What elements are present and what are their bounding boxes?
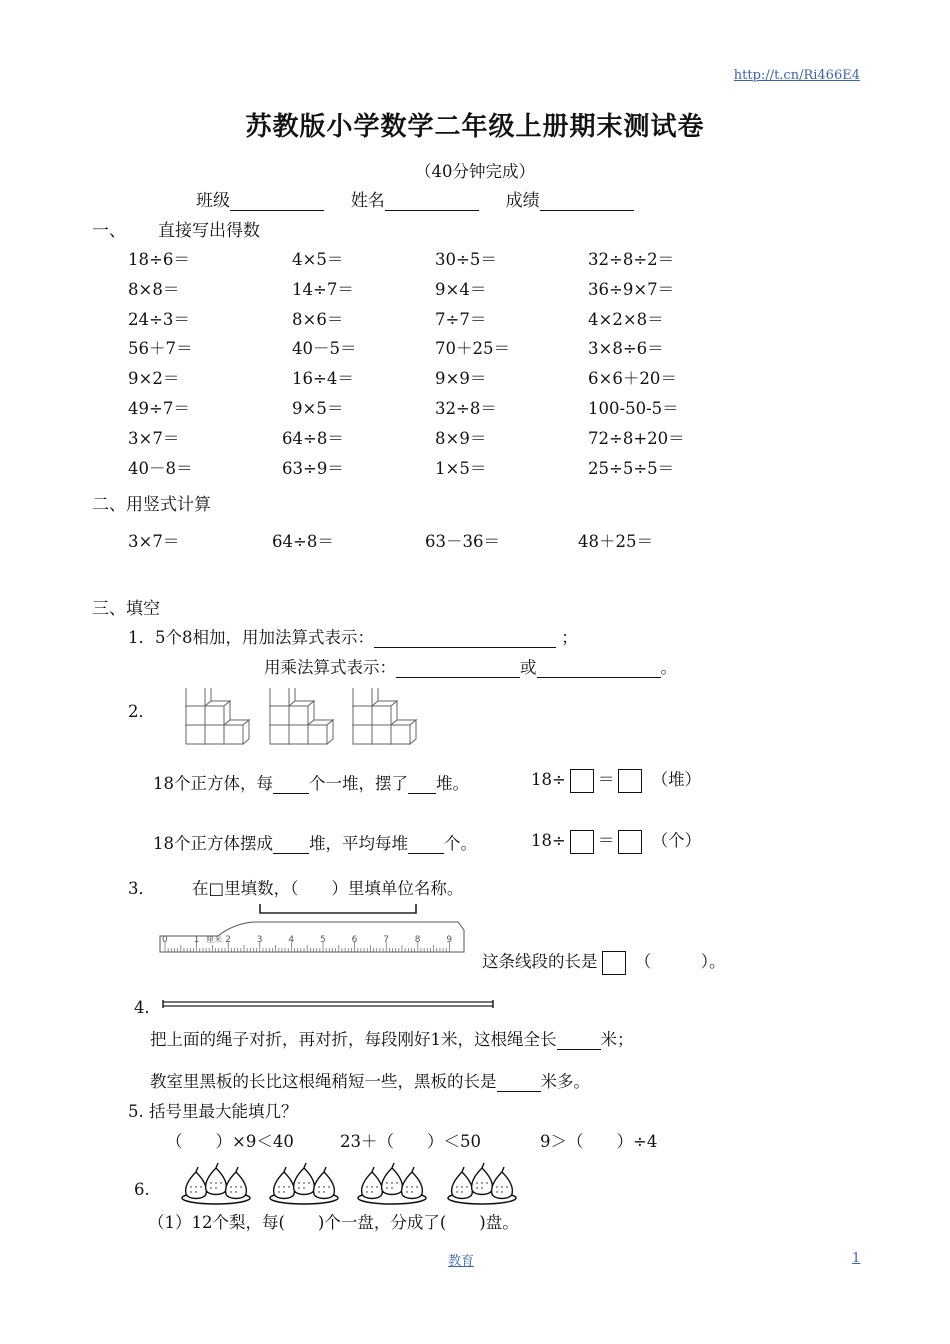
rope-svg bbox=[160, 997, 496, 1011]
math-problem: 64÷8＝ bbox=[282, 428, 344, 448]
answer-box[interactable] bbox=[570, 769, 594, 793]
q1-multiplication-label: 用乘法算式表示： bbox=[264, 658, 396, 677]
score-field[interactable] bbox=[540, 192, 634, 211]
q1-mult-blank-2[interactable] bbox=[537, 659, 661, 678]
math-problem: 100-50-5＝ bbox=[588, 399, 679, 418]
math-problem: 1×5＝ bbox=[435, 458, 487, 478]
q2-line2-text-c: 个。 bbox=[444, 834, 477, 853]
vertical-calc-item: 63－36＝ bbox=[425, 532, 500, 551]
cube-stack-figure bbox=[184, 688, 424, 748]
ruler-tick-label: 2 bbox=[225, 935, 231, 945]
q4-blank-2[interactable] bbox=[497, 1073, 541, 1092]
section3-heading: 三、填空 bbox=[92, 599, 160, 619]
answer-box[interactable] bbox=[602, 951, 626, 975]
q3-answer bbox=[482, 948, 726, 975]
math-problem: 4×2×8＝ bbox=[588, 309, 664, 329]
math-problem: 6×6＋20＝ bbox=[588, 369, 677, 389]
math-problem: 40－8＝ bbox=[128, 458, 193, 478]
class-label: 班级 bbox=[196, 191, 230, 211]
q2-line2-unit: （个） bbox=[651, 831, 702, 850]
q2-line2-text-b: 堆，平均每堆 bbox=[309, 834, 408, 853]
answer-box[interactable] bbox=[570, 830, 594, 854]
q1-addition bbox=[128, 624, 578, 648]
math-problem: 32÷8÷2＝ bbox=[588, 250, 675, 269]
math-problem: 63÷9＝ bbox=[282, 458, 344, 478]
q5-item[interactable]: （ ）×9＜40 bbox=[166, 1132, 294, 1151]
q2-line1-blank-2[interactable] bbox=[408, 775, 436, 794]
equals-sign: ＝ bbox=[597, 831, 615, 850]
math-problem: 72÷8+20＝ bbox=[588, 428, 685, 448]
math-problem: 36÷9×7＝ bbox=[588, 279, 675, 299]
q3-text: 在□里填数，（ ）里填单位名称。 bbox=[192, 879, 464, 898]
q2-line1-blank-1[interactable] bbox=[273, 775, 309, 794]
math-problem: 49÷7＝ bbox=[128, 399, 190, 418]
q1-mult-blank-1[interactable] bbox=[396, 659, 520, 678]
q2-line1-eq-text: 18÷ bbox=[531, 770, 566, 789]
info-line bbox=[196, 186, 634, 211]
q1-addition-end: ； bbox=[561, 628, 578, 647]
math-problem: 40－5＝ bbox=[292, 339, 357, 359]
math-problem: 7÷7＝ bbox=[435, 309, 487, 329]
ruler-svg bbox=[158, 902, 468, 956]
q4-number: 4． bbox=[134, 998, 161, 1017]
vertical-calc-item: 64÷8＝ bbox=[272, 532, 334, 551]
q1-addition-label: 1．5个8相加，用加法算式表示： bbox=[128, 628, 374, 647]
q2-line2-blank-1[interactable] bbox=[273, 835, 309, 854]
rope-figure bbox=[160, 996, 496, 1015]
cube-stacks-svg bbox=[184, 688, 424, 748]
math-problem: 9×2＝ bbox=[128, 369, 180, 389]
q4-blank-1[interactable] bbox=[557, 1031, 601, 1050]
ruler-tick-label: 1 bbox=[193, 935, 200, 945]
math-problem: 3×8÷6＝ bbox=[588, 339, 664, 359]
math-problem: 14÷7＝ bbox=[292, 279, 354, 299]
vertical-calc-item: 3×7＝ bbox=[128, 532, 180, 551]
math-problem: 9×9＝ bbox=[435, 369, 487, 389]
q2-line2-equation bbox=[531, 827, 701, 854]
math-problem: 56＋7＝ bbox=[128, 339, 193, 359]
q2-line1-text-a: 18个正方体，每 bbox=[153, 774, 273, 793]
pear-plates-figure bbox=[180, 1160, 530, 1210]
section1-heading: 直接写出得数 bbox=[158, 221, 260, 241]
score-label: 成绩 bbox=[505, 191, 540, 211]
math-problem: 4×5＝ bbox=[292, 250, 344, 269]
q3-answer-text: 这条线段的长是 bbox=[482, 952, 598, 971]
q4-line1-text: 把上面的绳子对折，再对折，每段刚好1米，这根绳全长 bbox=[150, 1030, 557, 1049]
footer-center-link[interactable]: 教育 bbox=[448, 1254, 475, 1269]
q6-line1: （1）12个梨，每( )个一盘，分成了( )盘。 bbox=[148, 1213, 519, 1232]
q2-line1-equation bbox=[531, 766, 701, 793]
ruler-tick-label: 7 bbox=[383, 935, 389, 945]
q2-line1-unit: （堆） bbox=[651, 770, 702, 789]
ruler-figure bbox=[158, 902, 468, 960]
q3-answer-unit: （ ）。 bbox=[634, 952, 726, 971]
section1-number: 一、 bbox=[92, 221, 126, 241]
q4-line2-end: 米多。 bbox=[540, 1072, 590, 1091]
math-problem: 9×5＝ bbox=[292, 399, 344, 418]
q1-addition-blank[interactable] bbox=[374, 629, 556, 648]
math-problem: 25÷5÷5＝ bbox=[588, 458, 675, 478]
q6-number: 6. bbox=[134, 1180, 150, 1199]
q4-line1-end: 米； bbox=[600, 1030, 634, 1049]
ruler-unit-label: 厘米 bbox=[206, 935, 223, 944]
q4-line1 bbox=[150, 1026, 634, 1050]
math-problem: 24÷3＝ bbox=[128, 309, 190, 329]
pear-plates-svg bbox=[180, 1160, 530, 1210]
q2-line2-text-a: 18个正方体摆成 bbox=[153, 834, 273, 853]
q2-line2-blank-2[interactable] bbox=[408, 835, 444, 854]
q1-or-text: 或 bbox=[520, 658, 537, 677]
ruler-tick-label: 6 bbox=[351, 935, 358, 945]
math-problem: 8×8＝ bbox=[128, 279, 180, 299]
ruler-tick-label: 3 bbox=[256, 935, 263, 945]
math-problem: 3×7＝ bbox=[128, 428, 180, 448]
equals-sign: ＝ bbox=[597, 770, 615, 789]
math-problem: 16÷4＝ bbox=[292, 369, 354, 389]
q2-line1-text-c: 堆。 bbox=[436, 774, 469, 793]
answer-box[interactable] bbox=[618, 769, 642, 793]
q2-line2-eq-text: 18÷ bbox=[531, 831, 566, 850]
math-problem: 30÷5＝ bbox=[435, 250, 497, 269]
class-field[interactable] bbox=[230, 192, 324, 211]
ruler-tick-label: 5 bbox=[320, 935, 326, 945]
ruler-tick-label: 8 bbox=[414, 935, 421, 945]
page-number: 1 bbox=[852, 1251, 861, 1266]
name-label: 姓名 bbox=[350, 191, 385, 211]
q3-number: 3． bbox=[128, 879, 155, 898]
header-link[interactable]: http://t.cn/Ri466E4 bbox=[733, 68, 860, 83]
q5-heading: 5. 括号里最大能填几？ bbox=[128, 1102, 298, 1121]
math-problem: 9×4＝ bbox=[435, 279, 487, 299]
math-problem: 18÷6＝ bbox=[128, 250, 190, 269]
answer-box[interactable] bbox=[618, 830, 642, 854]
math-problem: 70＋25＝ bbox=[435, 339, 510, 359]
q5-item[interactable]: 23＋（ ）＜50 bbox=[340, 1132, 481, 1151]
q4-line2 bbox=[150, 1068, 590, 1092]
vertical-calc-item: 48＋25＝ bbox=[578, 532, 653, 551]
ruler-tick-label: 9 bbox=[446, 935, 453, 945]
q5-item[interactable]: 9＞（ ）÷4 bbox=[540, 1132, 658, 1151]
ruler-tick-label: 4 bbox=[288, 935, 295, 945]
q2-number: 2． bbox=[128, 702, 155, 721]
math-problem: 8×6＝ bbox=[292, 309, 344, 329]
name-field[interactable] bbox=[385, 192, 479, 211]
page-title: 苏教版小学数学二年级上册期末测试卷 bbox=[245, 112, 705, 142]
section2-heading: 二、用竖式计算 bbox=[92, 495, 211, 515]
q2-line2 bbox=[153, 830, 477, 854]
math-problem: 8×9＝ bbox=[435, 428, 487, 448]
q2-line1 bbox=[153, 770, 469, 794]
page-subtitle: （40分钟完成） bbox=[415, 162, 535, 181]
q4-line2-text: 教室里黑板的长比这根绳稍短一些，黑板的长是 bbox=[150, 1072, 497, 1091]
ruler-tick-label: 0 bbox=[162, 935, 168, 945]
q1-multiplication bbox=[264, 654, 677, 678]
q2-line1-text-b: 个一堆，摆了 bbox=[309, 774, 408, 793]
q1-mult-end: 。 bbox=[660, 658, 677, 677]
math-problem: 32÷8＝ bbox=[435, 399, 497, 418]
